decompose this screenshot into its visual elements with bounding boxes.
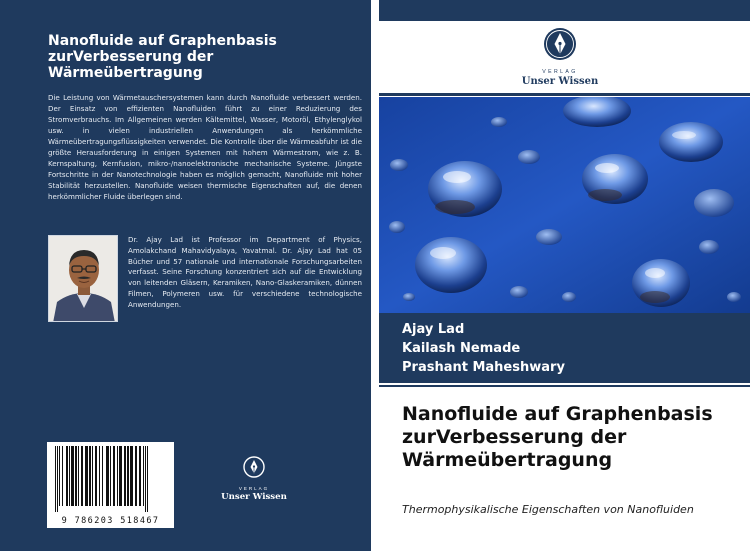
barcode-bar — [71, 446, 74, 506]
fountain-pen-seal-icon — [543, 27, 577, 61]
thin-rule — [379, 93, 750, 96]
barcode-bar — [69, 446, 70, 506]
back-publisher-logo — [218, 456, 290, 502]
cover-water-droplets-image — [379, 97, 750, 313]
barcode-bar — [55, 446, 56, 512]
back-title: Nanofluide auf Graphenbasis zurVerbesserung der Wärmeübertragung — [48, 33, 277, 81]
barcode-bar — [95, 446, 97, 506]
barcode-bar — [78, 446, 79, 506]
barcode-bar — [145, 446, 146, 512]
barcode-digits: 9 786203 518467 — [61, 516, 160, 526]
barcode-bar — [130, 446, 132, 506]
barcode-bar — [119, 446, 122, 506]
barcode-bar — [135, 446, 137, 506]
front-publisher-name: Unser Wissen — [521, 76, 599, 87]
back-publisher-name: Unser Wissen — [221, 492, 287, 502]
barcode-bar — [57, 446, 58, 512]
back-blurb: Die Leistung von Wärmetauschersystemen kann durch Nanofluide verbessert werden. Der Einsatz von effizienten Nanofluiden führt zu einer Reduzierung des Stromverbrauchs. Im Allgemeinen werden Kältemittel, Wasser, Motoröl, Ethylenglykol usw. in vielen industriellen Anwendungen als herkömmliche Wärmeübertragungsflüssigkeiten verwendet. Die Kontrolle über die Wärmeabfuhr ist die größte Herausforderung in einigen Systemen mit hohem Wärmestrom, wie z. B. Kernspaltung, Kernfusion, mikro-/nanoelektronische mechanische Systeme. Jüngste Fortschritte in der Nanotechnologie haben es möglich gemacht, Nanofluide mit hoher Stabilität herzustellen. Nanofluide weisen thermische Eigenschaften auf, die denen herkömmlicher Fluide überlegen sind. — [48, 93, 362, 201]
front-cover — [379, 0, 750, 551]
fountain-pen-seal-icon — [243, 456, 265, 478]
barcode-bar — [62, 446, 63, 506]
author-band — [379, 313, 750, 383]
author-name-1: Ajay Lad — [402, 322, 465, 337]
author-portrait-icon — [49, 236, 118, 322]
barcode-bar — [89, 446, 91, 506]
barcode — [47, 442, 174, 528]
barcode-bar — [132, 446, 133, 506]
front-title: Nanofluide auf Graphenbasis zurVerbesserung der Wärmeübertragung — [402, 403, 713, 471]
barcode-bar — [124, 446, 126, 506]
back-cover — [0, 0, 371, 551]
barcode-bar — [106, 446, 109, 506]
author-bio: Dr. Ajay Lad ist Professor im Department of Physics, Amolakchand Mahavidyalaya, Yavatmal. Dr. Ajay Lad hat 05 Bücher und 57 nationale und internationale Forschungsarbeiten verfasst. Seine Forschung konzentriert sich auf die Entwicklung von leitenden Gläsern, Keramiken, Nano-Glaskeramiken, dünnen Filmen, Polymeren usw. für verschiedene technologische Anwendungen. — [128, 235, 362, 309]
barcode-bar — [102, 446, 103, 506]
spine — [371, 0, 379, 551]
front-subtitle: Thermophysikalische Eigenschaften von Nanofluiden — [402, 503, 694, 516]
back-verlag-label: VERLAG — [238, 486, 270, 491]
barcode-bar — [66, 446, 68, 506]
barcode-bars-icon — [47, 442, 174, 516]
front-verlag-label: VERLAG — [542, 69, 578, 75]
barcode-bar — [139, 446, 141, 506]
water-droplets-icon — [379, 97, 750, 313]
barcode-bar — [85, 446, 88, 506]
barcode-bar — [92, 446, 93, 506]
barcode-bar — [75, 446, 77, 506]
barcode-bar — [81, 446, 83, 506]
barcode-bar — [59, 446, 60, 506]
band-divider-dark — [379, 385, 750, 387]
top-rule — [379, 0, 750, 21]
barcode-bar — [110, 446, 111, 506]
author-photo — [48, 235, 118, 322]
barcode-bar — [147, 446, 148, 512]
barcode-bar — [99, 446, 100, 506]
author-name-2: Kailash Nemade — [402, 341, 521, 356]
barcode-bar — [127, 446, 129, 506]
barcode-bar — [117, 446, 118, 506]
author-name-3: Prashant Maheshwary — [402, 360, 565, 375]
barcode-bar — [143, 446, 144, 506]
front-publisher-logo — [510, 27, 610, 87]
barcode-bar — [113, 446, 115, 506]
